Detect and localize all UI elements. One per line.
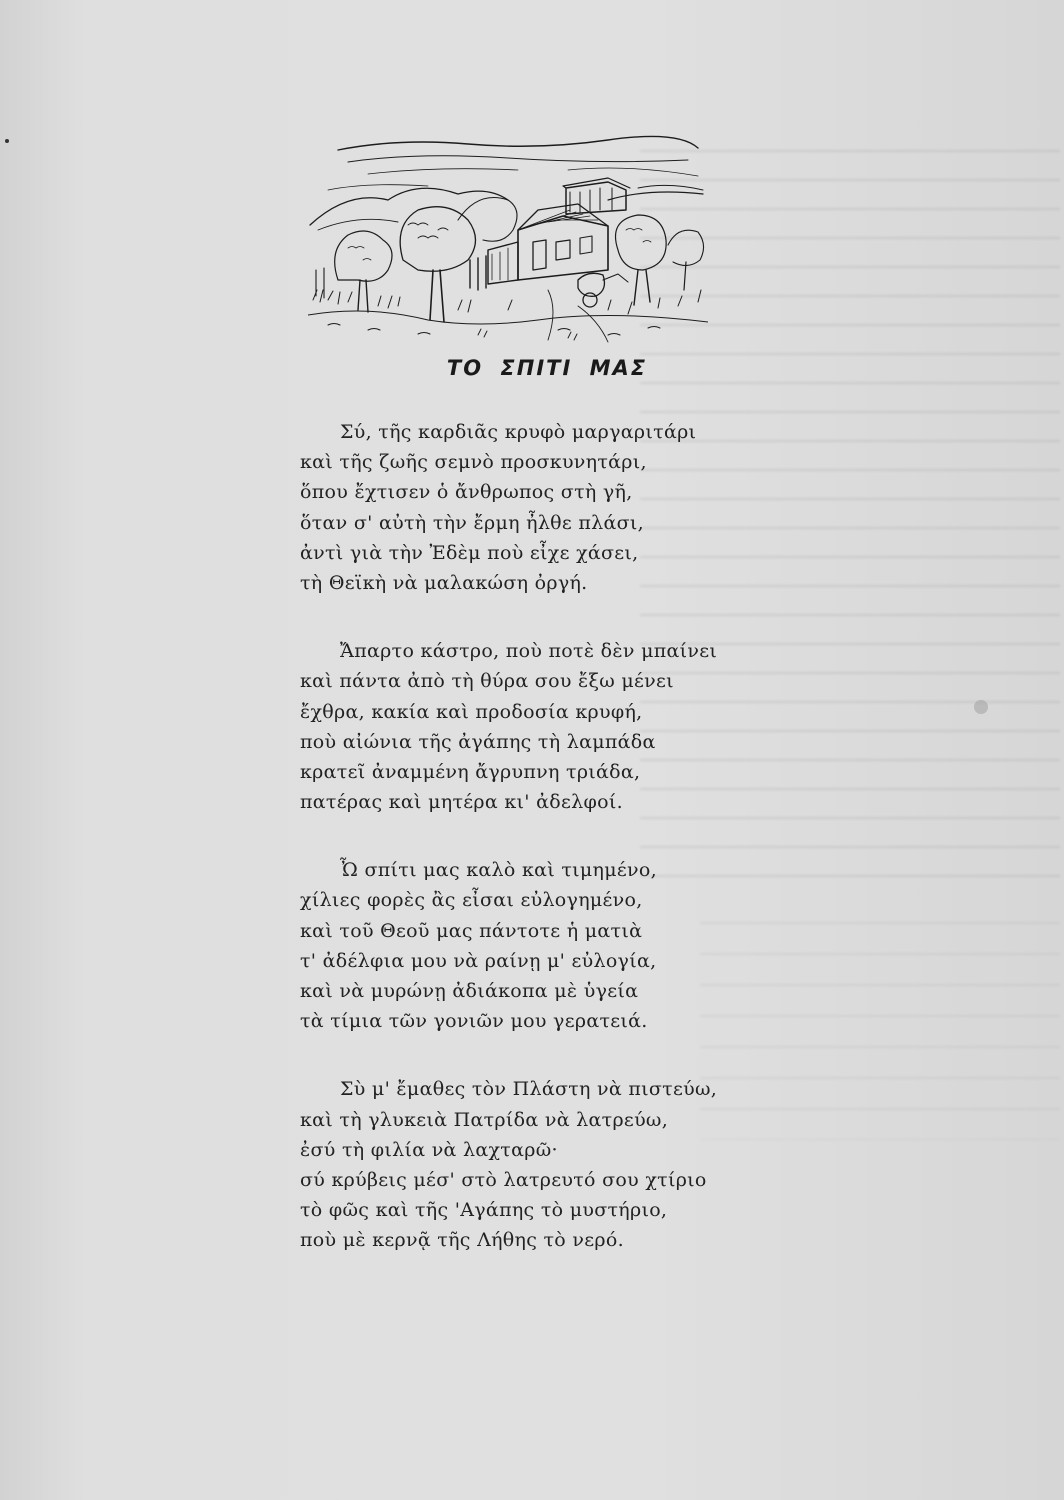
poem-line: τὰ τίμια τῶν γονιῶν μου γερατειά. [300, 1010, 648, 1033]
poem-line: ὅπου ἔχτισεν ὁ ἄνθρωπος στὴ γῆ, [300, 481, 633, 504]
stanza-4 [300, 1074, 820, 1255]
stanza-3 [300, 855, 820, 1036]
poem-line: τ' ἀδέλφια μου νὰ ραίνῃ μ' εὐλογία, [300, 949, 657, 972]
poem-line: ἀντὶ γιὰ τὴν Ἐδὲμ ποὺ εἶχε χάσει, [300, 541, 639, 564]
poem-line: κρατεῖ ἀναμμένη ἄγρυπνη τριάδα, [300, 760, 641, 783]
poem-line: καὶ πάντα ἀπὸ τὴ θύρα σου ἔξω μένει [300, 670, 674, 693]
poem-line: πατέρας καὶ μητέρα κι' ἀδελφοί. [300, 791, 623, 814]
poem-line: Ἄπαρτο κάστρο, ποὺ ποτὲ δὲν μπαίνει [340, 640, 718, 663]
poem-line: Σὺ μ' ἔμαθες τὸν Πλάστη νὰ πιστεύω, [340, 1078, 718, 1101]
poem-line: Σύ, τῆς καρδιᾶς κρυφὸ μαργαριτάρι [340, 421, 697, 443]
poem-line: τὴ Θεϊκὴ νὰ μαλακώση ὀργή. [300, 571, 588, 594]
poem-line: σύ κρύβεις μέσ' στὸ λατρευτό σου χτίριο [300, 1168, 707, 1191]
poem-line: ποὺ αἰώνια τῆς ἀγάπης τὴ λαμπάδα [300, 730, 656, 753]
poem-line: καὶ τοῦ Θεοῦ μας πάντοτε ἡ ματιὰ [300, 919, 643, 942]
poem-line: καὶ νὰ μυρώνῃ ἀδιάκοπα μὲ ὑγεία [300, 980, 639, 1002]
poem-line: χίλιες φορὲς ἂς εἶσαι εὐλογημένο, [300, 889, 643, 912]
stanza-1 [300, 417, 820, 598]
poem-line: ὅταν σ' αὐτὴ τὴν ἔρμη ἦλθε πλάσι, [300, 511, 645, 534]
poem-line: τὸ φῶς καὶ τῆς 'Αγάπης τὸ μυστήριο, [300, 1199, 668, 1222]
poem-body [300, 417, 820, 1256]
poem-line: ἐσύ τὴ φιλία νὰ λαχταρῶ· [300, 1138, 558, 1161]
poem-line: καὶ τὴ γλυκειὰ Πατρίδα νὰ λατρεύω, [300, 1108, 669, 1131]
poem-line: καὶ τῆς ζωῆς σεμνὸ προσκυνητάρι, [300, 451, 647, 474]
house-landscape-sketch [308, 130, 708, 345]
paper-mark [974, 700, 988, 714]
stanza-2 [300, 636, 820, 817]
poem-title: ΤΟ ΣΠΙΤΙ ΜΑΣ [446, 356, 648, 380]
poem-line: ποὺ μὲ κερνᾷ τῆς Λήθης τὸ νερό. [300, 1229, 624, 1252]
poem-line: ἔχθρα, κακία καὶ προδοσία κρυφή, [300, 700, 643, 723]
ink-speck [5, 139, 9, 143]
poem-line: Ὦ σπίτι μας καλὸ καὶ τιμημένο, [340, 859, 657, 882]
